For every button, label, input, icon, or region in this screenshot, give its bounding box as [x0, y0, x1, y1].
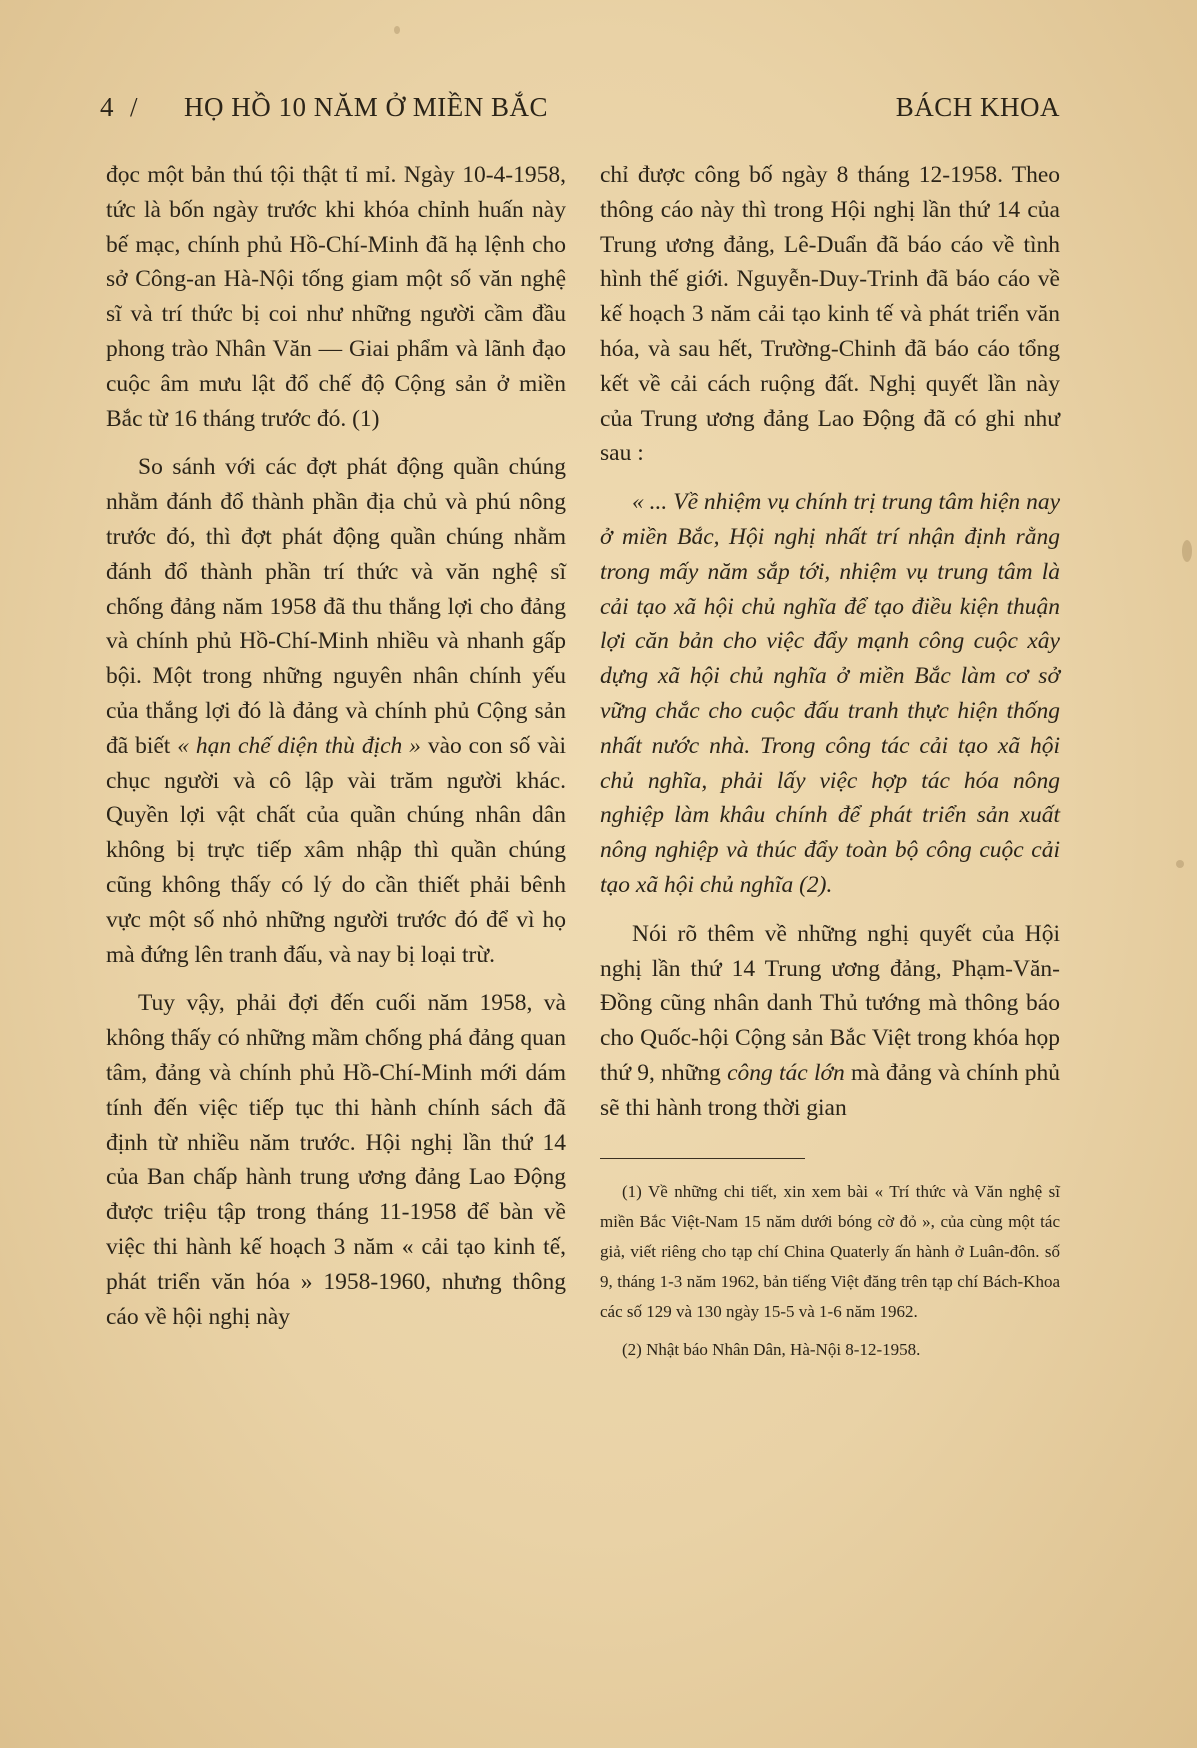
resolution-quote: « ... Về nhiệm vụ chính trị trung tâm hiện nay ở miền Bắc, Hội nghị nhất trí nhận định rằng trong mấy năm sắp tới, nhiệm vụ trung tâm là cải tạo xã hội chủ nghĩa để tạo điều kiện thuận lợi căn bản cho việc đẩy mạnh công cuộc xây dựng xã hội chủ nghĩa ở miền Bắc làm cơ sở vững chắc cho cuộc đấu tranh thực hiện thống nhất nước nhà. Trong công tác cải tạo xã hội chủ nghĩa, phải lấy việc hợp tác hóa nông nghiệp làm khâu chính để phát triển sản xuất nông nghiệp và thúc đẩy toàn bộ công cuộc cải tạo xã hội chủ nghĩa (2). — [600, 489, 1060, 898]
paragraph: Tuy vậy, phải đợi đến cuối năm 1958, và không thấy có những mầm chống phá đảng quan tâm, đảng và chính phủ Hồ-Chí-Minh mới dám tính đến việc tiếp tục thi hành chính sách đã định từ nhiều năm trước. Hội nghị lần thứ 14 của Ban chấp hành trung ương đảng Lao Động được triệu tập trong tháng 11-1958 để bàn về việc thi hành kế hoạch 3 năm « cải tạo kinh tế, phát triển văn hóa » 1958-1960, nhưng thông cáo về hội nghị này — [106, 990, 566, 1330]
paragraph-text: Nói rõ thêm về những nghị quyết của Hội nghị lần thứ 14 Trung ương đảng, Phạm-Văn-Đồng cũng nhân danh Thủ tướng mà thông báo cho Quốc-hội Cộng sản Bắc Việt trong khóa họp thứ 9, những — [600, 920, 1060, 1086]
page-header — [100, 92, 1060, 132]
footnote-2: (2) Nhật báo Nhân Dân, Hà-Nội 8-12-1958. — [622, 1339, 921, 1359]
page-number: 4 — [100, 92, 114, 122]
paper-stain — [1182, 540, 1192, 562]
paragraph — [600, 917, 1060, 1126]
left-column — [106, 158, 566, 1334]
paragraph: chỉ được công bố ngày 8 tháng 12-1958. Theo thông cáo này thì trong Hội nghị lần thứ 14 của Trung ương đảng, Lê-Duẩn đã báo cáo về tình hình thế giới. Nguyễn-Duy-Trinh đã báo cáo về kế hoạch 3 năm cải tạo kinh tế và phát triển văn hóa, và sau hết, Trường-Chinh đã báo cáo tổng kết về cải cách ruộng đất. Nghị quyết lần này của Trung ương đảng Lao Động đã có ghi như sau : — [600, 162, 1060, 467]
quoted-phrase: « hạn chế diện thù địch » — [177, 732, 421, 759]
paragraph: đọc một bản thú tội thật tỉ mỉ. Ngày 10-4-1958, tức là bốn ngày trước khi khóa chỉnh huấn này bế mạc, chính phủ Hồ-Chí-Minh đã hạ lệnh cho sở Công-an Hà-Nội tống giam một số văn nghệ sĩ và trí thức bị coi như những người cầm đầu phong trào Nhân Văn — Giai phẩm và lãnh đạo cuộc âm mưu lật đổ chế độ Cộng sản ở miền Bắc từ 16 tháng trước đó. (1) — [106, 162, 566, 432]
footnotes — [600, 1177, 1060, 1365]
right-column — [600, 158, 1060, 1373]
journal-name: BÁCH KHOA — [895, 92, 1060, 122]
footnote-1: (1) Về những chi tiết, xin xem bài « Trí thức và Văn nghệ sĩ miền Bắc Việt-Nam 15 năm dưới bóng cờ đỏ », của cùng một tác giả, viết riêng cho tạp chí China Quaterly ấn hành ở Luân-đôn. số 9, tháng 1-3 năm 1962, bản tiếng Việt đăng trên tạp chí Bách-Khoa các số 129 và 130 ngày 15-5 và 1-6 năm 1962. — [600, 1181, 1060, 1321]
paper-stain — [1176, 860, 1184, 868]
paper-stain — [394, 26, 400, 34]
header-slash: / — [130, 92, 139, 122]
footnote-divider — [600, 1158, 805, 1159]
italic-phrase: công tác lớn — [727, 1059, 845, 1086]
paragraph-text: vào con số vài chục người và cô lập vài trăm người khác. Quyền lợi vật chất của quần chúng nhân dân không bị trực tiếp xâm nhập thì quần chúng cũng không thấy có lý do cần thiết phải bênh vực một số nhỏ những người trước đó để vì họ mà đứng lên tranh đấu, và nay bị loại trừ. — [106, 732, 567, 968]
running-title: HỌ HỒ 10 NĂM Ở MIỀN BẮC — [184, 92, 549, 122]
paragraph-text: mà đảng và chính phủ sẽ thi hành trong thời gian — [600, 1059, 1060, 1121]
paragraph-text: So sánh với các đợt phát động quần chúng nhằm đánh đổ thành phần địa chủ và phú nông trước đó, thì đợt phát động quần chúng nhằm đánh đổ thành phần trí thức và văn nghệ sĩ chống đảng năm 1958 đã thu thắng lợi cho đảng và chính phủ Hồ-Chí-Minh nhiều và nhanh gấp bội. Một trong những nguyên nhân chính yếu của thắng lợi đó là đảng và chính phủ Cộng sản đã biết — [106, 454, 566, 759]
paragraph — [106, 450, 566, 972]
